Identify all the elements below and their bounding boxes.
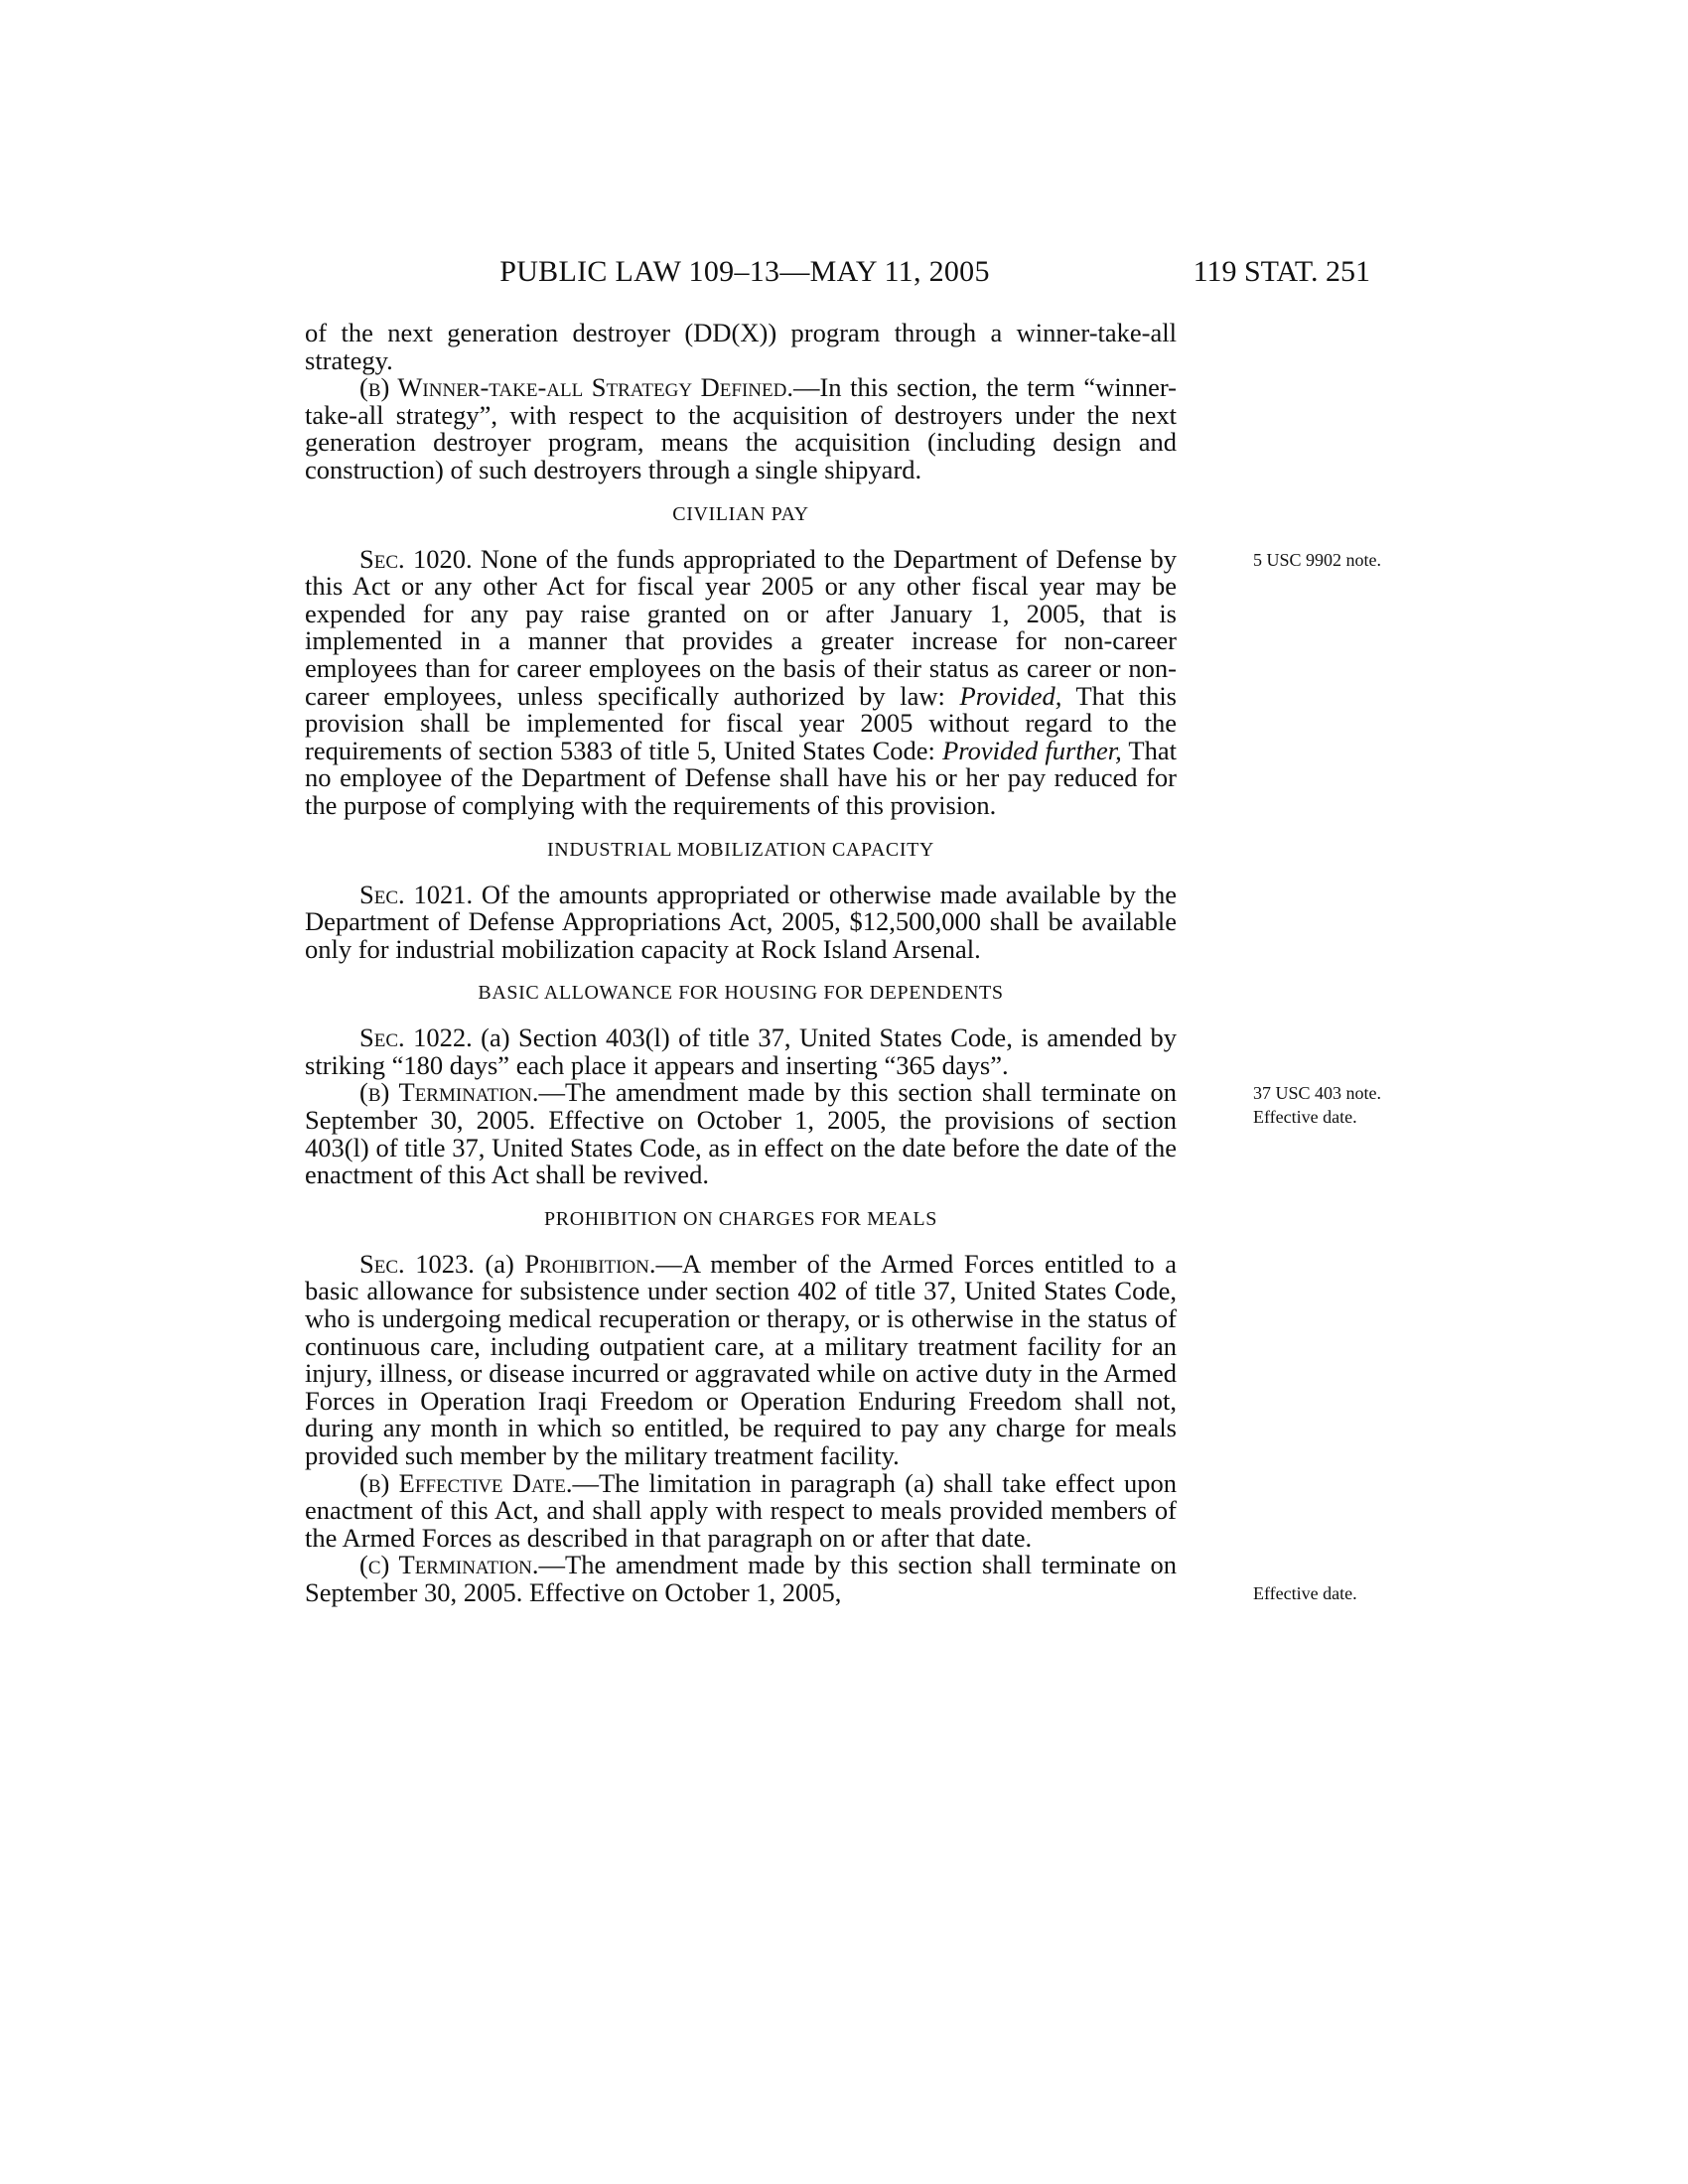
section-abbrev: Sec — [359, 879, 399, 909]
subsection-text: —A member of the Armed Forces entitled to a basic allowance for subsistence under section 402 of title 37, United States Code, who is undergoing medical recuperation or therapy, or is otherwise in the status of continuous care, including outpatient care, at a military treatment facility for an injury, illness, or disease incurred or aggravated while on active duty in the Armed Forces in Operation Iraqi Freedom or Operation Enduring Freedom shall not, during any month in which so entitled, be required to pay any charge for meals provided such member by the military treatment facility. — [305, 1248, 1177, 1470]
provided-further-italic: Provided further, — [942, 735, 1122, 765]
section-1023-paragraph-b — [305, 1467, 1177, 1553]
section-abbrev: Sec — [359, 1248, 399, 1279]
subsection-text: —In this section, the term “winner-take-all strategy”, with respect to the acquisition of destroyers under the next generation destroyer program, means the acquisition (including design and construction) of such destroyers through a single shipyard. — [305, 372, 1177, 484]
section-heading-housing-allowance: BASIC ALLOWANCE FOR HOUSING FOR DEPENDENTS — [478, 982, 1004, 1005]
running-header — [0, 252, 1688, 292]
section-1023-paragraph-c — [305, 1550, 1357, 1607]
subsection-label: (b) Termination. — [359, 1077, 539, 1108]
section-text: . 1022. (a) Section 403(l) of title 37, United States Code, is amended by striking “180 days” each place it appears and inserting “365 days”. — [305, 1023, 1177, 1080]
section-abbrev: Sec — [359, 543, 399, 574]
subsection-text: —The limitation in paragraph (a) shall take effect upon enactment of this Act, and shall apply with respect to meals provided members of the Armed Forces as described in that paragraph on or after that date. — [305, 1467, 1177, 1553]
provided-italic: Provided, — [959, 680, 1062, 711]
section-text: . 1023. (a) — [398, 1248, 525, 1279]
subsection-text: —The amendment made by this section shall terminate on September 30, 2005. Effective on October 1, 2005, the provisions of section 403(l) of title 37, United States Code, as in effect on the date before the date of the enactment of this Act shall be revived. — [305, 1077, 1177, 1190]
margin-note-text: 37 USC 403 note. — [1253, 1083, 1382, 1104]
section-1023-paragraph-a — [305, 1248, 1177, 1470]
document-body — [305, 318, 1382, 1607]
section-heading-industrial-mobilization: INDUSTRIAL MOBILIZATION CAPACITY — [547, 838, 934, 861]
section-1021-paragraph — [305, 879, 1177, 964]
subsection-label: (b) Effective Date. — [359, 1467, 573, 1498]
section-abbrev: Sec — [359, 1023, 399, 1053]
section-1022-paragraph-a — [305, 1024, 1177, 1079]
section-text: That this provision shall be implemented for fiscal year 2005 without regard to the requirements of section 5383 of title 5, United States Code: — [305, 680, 1177, 765]
margin-note-text: 5 USC 9902 note. — [1253, 549, 1382, 570]
margin-note-5-usc-9902 — [1198, 548, 1381, 572]
statute-page-number: 119 STAT. 251 — [1193, 255, 1370, 288]
margin-note-text: Effective date. — [1253, 1107, 1357, 1128]
paragraph-winner-take-all-defined — [305, 374, 1177, 483]
subsection-label: Prohibition. — [524, 1248, 656, 1279]
section-text: . 1020. None of the funds appropriated to the Department of Defense by this Act or any other Act for fiscal year 2005 or any other fiscal year may be expended for any pay raise granted on or after January 1, 2005, that is implemented in a manner that provides a greater increase for non-career employees than for career employees on the basis of their status as career or non-career employees, unless specifically authorized by law: — [305, 543, 1177, 711]
subsection-label: (c) Termination. — [359, 1550, 539, 1580]
section-1020-paragraph — [305, 543, 1382, 820]
section-1022-paragraph-b — [305, 1077, 1382, 1190]
continued-paragraph: of the next generation destroyer (DD(X)) program through a winner-take-all strategy. — [305, 318, 1177, 375]
section-text: . 1021. Of the amounts appropriated or otherwise made available by the Department of Defense Appropriations Act, 2005, $12,500,000 shall be available only for industrial mobilization capacity at Rock Island Arsenal. — [305, 879, 1177, 964]
section-heading-civilian-pay: CIVILIAN PAY — [672, 502, 809, 525]
section-heading-charges-for-meals: PROHIBITION ON CHARGES FOR MEALS — [544, 1207, 937, 1230]
margin-note-text: Effective date. — [1253, 1583, 1357, 1604]
subsection-text: —The amendment made by this section shall terminate on September 30, 2005. Effective on October 1, 2005, — [305, 1550, 1177, 1607]
section-text: That no employee of the Department of Defense shall have his or her pay reduced for the purpose of complying with the requirements of this provision. — [305, 735, 1177, 820]
header-title: PUBLIC LAW 109–13—MAY 11, 2005 — [499, 255, 990, 288]
subsection-label: (b) Winner-take-all Strategy Defined. — [359, 372, 793, 403]
margin-note-effective-date — [1198, 1581, 1357, 1605]
margin-note-37-usc-403 — [1198, 1081, 1381, 1129]
